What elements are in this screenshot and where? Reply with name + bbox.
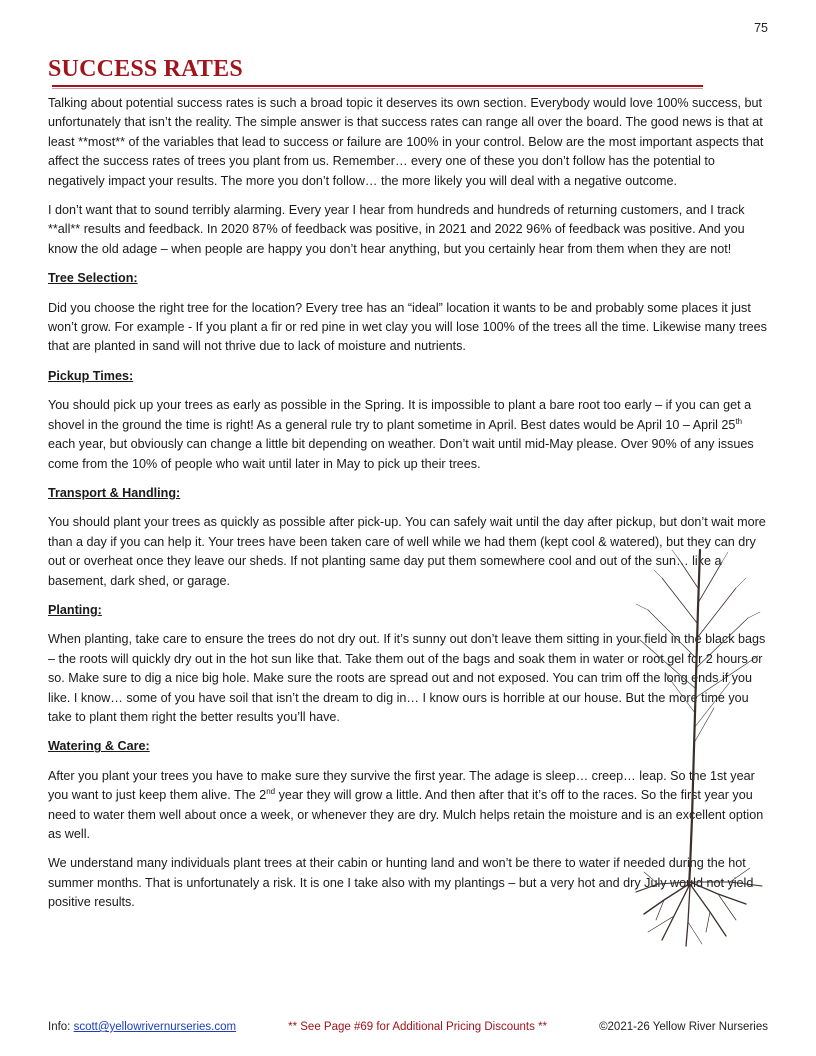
footer-promo: ** See Page #69 for Additional Pricing Discounts ** [288,1021,548,1033]
section-heading-tree-selection: Tree Selection: [48,271,138,286]
section-body-tree-selection: Did you choose the right tree for the location? Every tree has an “ideal” location it wants to be and probably some places it just won’t grow. For example - If you plant a fir or red pine in wet clay you will lose 100% of the trees all the time. Likewise many trees that are planted in sand will not thrive due to lack of moisture and nutrients. [48,300,767,354]
section-body-transport: You should plant your trees as quickly as possible after pick-up. You can safely wait until the day after pickup, but don’t wait more than a day if you can help it. Your trees have been taken care of well while we had them (kept cool & watered), but they can dry out or overheat once they leave our sheds. If not planting same day put them somewhere cool and out of the sun… like a basement, dark shed, or garage. [48,515,766,588]
watering-superscript: nd [266,787,276,796]
section-body-watering [48,767,770,845]
pickup-text-a: You should pick up your trees as early as possible in the Spring. It is impossible to plant a bare root too early – if you can get a shovel in the ground the time is right! As a general rule try to plant sometime in April. Best dates would be April 10 – April 25 [48,398,752,432]
pickup-text-b: each year, but obviously can change a little bit depending on weather. Don’t wait until mid-May please. Over 90% of any issues come from the 10% of people who wait until later in May to pick up their trees. [48,437,754,471]
intro-paragraph-2: I don’t want that to sound terribly alarming. Every year I hear from hundreds and hundreds of returning customers, and I track **all** results and feedback. In 2020 87% of feedback was positive, in 2021 and 2022 96% of feedback was positive. And you know the old adage – when people are happy you don’t hear anything, but you certainly hear from them when they are not! [48,203,745,256]
footer-email-link[interactable]: scott@yellowrivernurseries.com [73,1021,237,1033]
document-body [48,94,770,923]
page-footer [48,1021,768,1033]
watering-text-a: After you plant your trees you have to make sure they survive the first year. The adage is sleep… creep… leap. So the 1st year you want to just keep them alive. The 2 [48,768,755,803]
page-title: SUCCESS RATES [48,56,243,82]
intro-paragraph-1: Talking about potential success rates is such a broad topic it deserves its own section. Everybody would love 100% success, but unfortunately that isn’t the reality. The simple answer is that success rates can range all over the board. The good news is that at least **most** of the variables that lead to success or failure are 100% in your control. Below are the most important aspects that affect the success rates of trees you plant from us. Remember… every one of these you don’t follow has the potential to negatively impact your results. The more you don’t follow… the more likely you will deal with a negative outcome. [48,96,764,188]
page-number: 75 [754,21,768,35]
watering-text-b: year they will grow a little. And then after that it’s off to the races. So the first year you need to water them well about once a week, or whenever they are dry. Mulch helps retain the moisture and is an excellent option as well. [48,788,764,841]
title-rule-secondary [52,88,703,89]
footer-info-label: Info: [48,1021,74,1033]
footer-copyright: ©2021-26 Yellow River Nurseries [599,1021,768,1033]
pickup-superscript: th [735,416,743,426]
title-block [48,55,703,89]
section-heading-planting: Planting: [48,602,102,617]
title-rule [52,85,703,87]
section-body-planting: When planting, take care to ensure the trees do not dry out. If it’s sunny out don’t leave them sitting in your field in the black bags – the roots will quickly dry out in the hot sun like that. Take them out of the bags and soak them in water or root gel for 2 hours or so. Make sure to dig a nice big hole. Make sure the roots are spread out and not exposed. You can trim off the long ends if you like. I know… some of you have soil that isn’t the dream to dig in… I know ours is horrible at our house. But the more time you take to plant them right the better results you’ll have. [48,632,766,724]
section-heading-watering: Watering & Care: [48,739,150,754]
section-heading-transport: Transport & Handling: [48,485,181,500]
section-body-pickup [48,396,770,474]
section-body-watering-2: We understand many individuals plant trees at their cabin or hunting land and won’t be there to water if needed during the hot summer months. That is unfortunately a risk. It is one I take also with my plantings – but a very hot and dry July would not yield positive results. [48,856,754,910]
footer-info [48,1021,236,1033]
section-heading-pickup: Pickup Times: [48,368,134,383]
